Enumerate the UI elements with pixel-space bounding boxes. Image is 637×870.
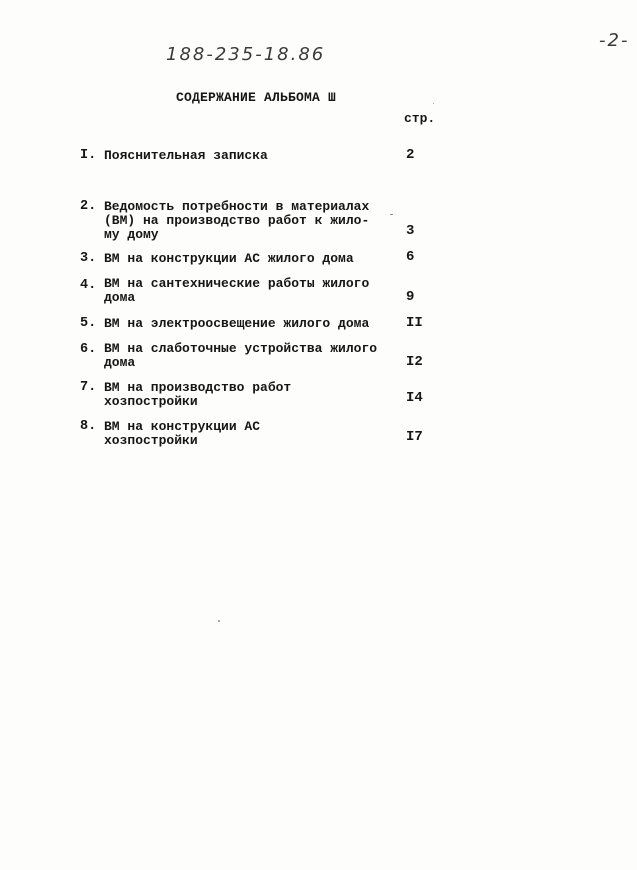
toc-item-number: 4. (80, 278, 97, 293)
toc-item-page: 6 (406, 249, 415, 265)
toc-item-page: II (406, 315, 423, 331)
toc-item-number: 2. (80, 199, 97, 214)
toc-item-number: 7. (80, 380, 97, 395)
toc-item-text: ВМ на конструкции АС хозпостройки (104, 419, 261, 448)
toc-item-number: 5. (80, 316, 97, 331)
contents-title: СОДЕРЖАНИЕ АЛЬБОМА Ш (176, 90, 337, 105)
toc-item-page: I2 (406, 354, 423, 370)
toc-item-text: ВМ на конструкции АС жилого дома (104, 251, 354, 266)
toc-item-page: 2 (406, 147, 415, 163)
handwritten-document-code: 188-235-18.86 (166, 44, 326, 65)
page-column-header: стр. (404, 111, 436, 126)
toc-item-text: Пояснительная записка (104, 148, 268, 163)
toc-item-text: ВМ на сантехнические работы жилого дома (104, 276, 370, 305)
toc-item-number: 8. (80, 419, 97, 434)
toc-item-text: ВМ на производство работ хозпостройки (104, 380, 292, 409)
toc-item-text: ВМ на электроосвещение жилого дома (104, 316, 370, 331)
toc-item-page: 3 (406, 223, 415, 239)
toc-item-number: 6. (80, 342, 97, 357)
toc-item-page: I7 (406, 429, 423, 445)
toc-item-number: 3. (80, 251, 97, 266)
scan-speck (390, 214, 393, 215)
toc-item-page: I4 (406, 390, 423, 406)
toc-item-page: 9 (406, 289, 415, 305)
toc-item-text: Ведомость потребности в материалах (ВМ) на производство работ к жило- му дому (104, 199, 370, 242)
handwritten-page-number: -2- (599, 30, 630, 51)
scan-speck (433, 103, 434, 104)
toc-item-number: I. (80, 148, 97, 163)
scan-speck (218, 620, 220, 622)
toc-item-text: ВМ на слаботочные устройства жилого дома (104, 341, 378, 370)
